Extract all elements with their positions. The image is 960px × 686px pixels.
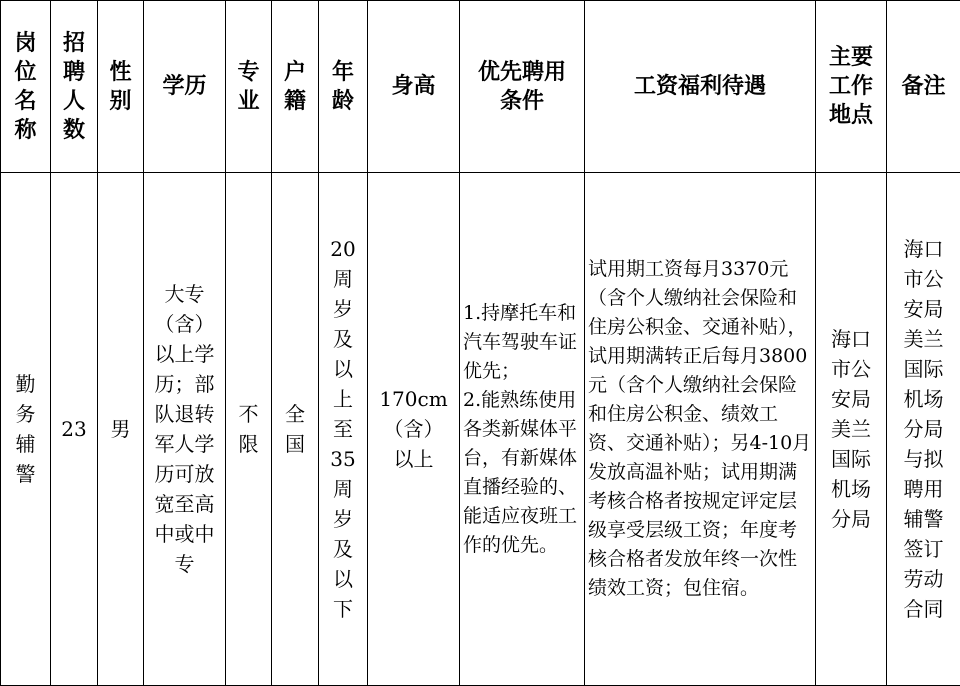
header-location: 主要工作地点: [816, 1, 887, 173]
header-count: 招聘人数: [51, 1, 98, 173]
header-gender: 性别: [98, 1, 144, 173]
header-education: 学历: [144, 1, 226, 173]
cell-height: 170cm（含）以上: [368, 173, 460, 686]
table-row: [1, 173, 960, 686]
header-hukou: 户籍: [272, 1, 319, 173]
cell-position: 勤务辅警: [1, 173, 51, 686]
cell-remarks: 海口市公安局美兰国际机场分局与拟聘用辅警签订劳动合同: [887, 173, 960, 686]
cell-gender: 男: [98, 173, 144, 686]
cell-hukou: 全国: [272, 173, 319, 686]
header-preferred: 优先聘用条件: [460, 1, 585, 173]
header-salary: 工资福利待遇: [585, 1, 816, 173]
header-row: [1, 1, 960, 173]
cell-salary: 试用期工资每月3370元（含个人缴纳社会保险和住房公积金、交通补贴），试用期满转正后每月3800元（含个人缴纳社会保险和住房公积金、绩效工资、交通补贴）；另4-10月发放高温补贴；试用期满考核合格者按规定评定层级享受层级工资；年度考核合格者发放年终一次性绩效工资；包住宿。: [585, 173, 816, 686]
header-age: 年龄: [319, 1, 368, 173]
header-height: 身高: [368, 1, 460, 173]
cell-preferred: 1.持摩托车和汽车驾驶车证优先； 2.能熟练使用各类新媒体平台，有新媒体直播经验的、能适应夜班工作的优先。: [460, 173, 585, 686]
cell-education: 大专（含）以上学历；部队退转军人学历可放宽至高中或中专: [144, 173, 226, 686]
cell-major: 不限: [226, 173, 272, 686]
cell-location: 海口市公安局美兰国际机场分局: [816, 173, 887, 686]
cell-count: 23: [51, 173, 98, 686]
header-remarks: 备注: [887, 1, 960, 173]
cell-age: 20周岁及以上至35周岁及以下: [319, 173, 368, 686]
header-major: 专业: [226, 1, 272, 173]
header-position: 岗位名称: [1, 1, 51, 173]
